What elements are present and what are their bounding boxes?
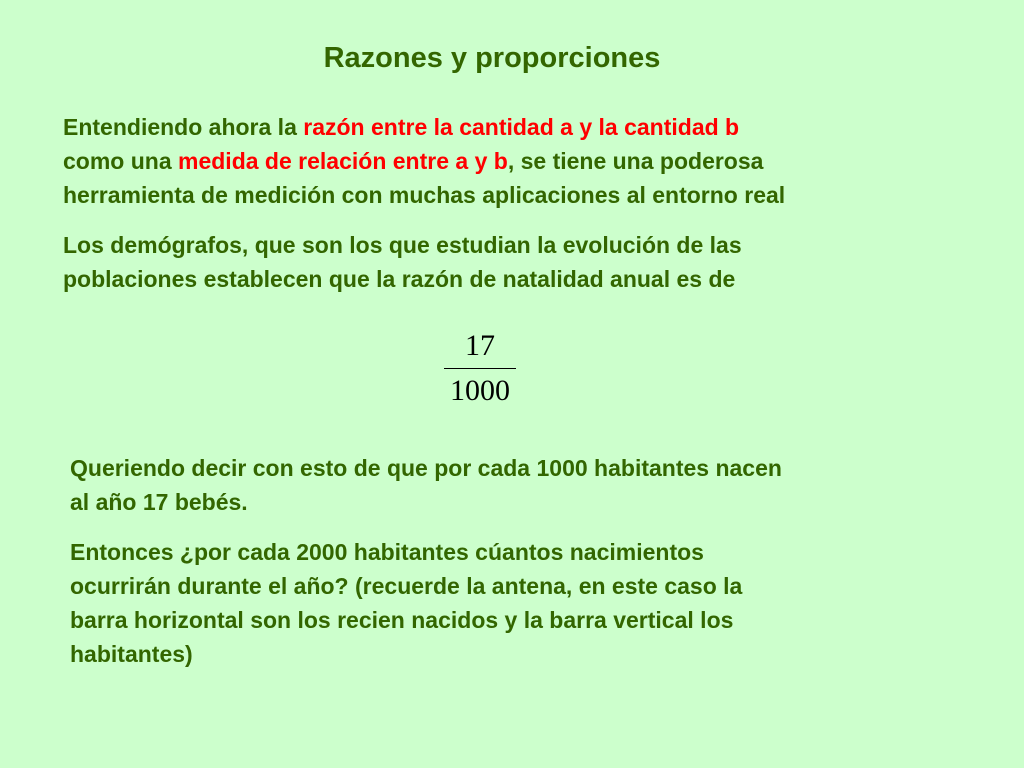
paragraph-question	[70, 535, 742, 671]
paragraph-line: ocurrirán durante el año? (recuerde la antena, en este caso la	[70, 573, 743, 599]
highlighted-text: medida de relación entre a y b	[178, 148, 508, 174]
paragraph-line: poblaciones establecen que la razón de natalidad anual es de	[63, 266, 736, 292]
paragraph-line: Entonces ¿por cada 2000 habitantes cúantos nacimientos	[70, 539, 704, 565]
fraction-numerator: 17	[465, 329, 495, 362]
birth-rate-fraction	[440, 328, 520, 409]
text-segment: , se tiene una poderosa	[507, 148, 764, 174]
paragraph-line: Queriendo decir con esto de que por cada 1000 habitantes nacen	[70, 455, 782, 481]
paragraph-line: habitantes)	[70, 641, 193, 667]
highlighted-text: razón entre la cantidad a y la cantidad b	[303, 114, 740, 140]
paragraph-line: al año 17 bebés.	[70, 489, 248, 515]
paragraph-ratio-definition	[63, 110, 785, 212]
paragraph-line: Los demógrafos, que son los que estudian la evolución de las	[63, 232, 742, 258]
paragraph-line	[63, 110, 785, 144]
slide-title: Razones y proporciones	[323, 42, 661, 74]
paragraph-line: barra horizontal son los recien nacidos y la barra vertical los	[70, 607, 734, 633]
fraction-bar	[444, 368, 516, 369]
paragraph-line: herramienta de medición con muchas aplicaciones al entorno real	[63, 182, 786, 208]
paragraph-line	[63, 144, 785, 178]
paragraph-meaning	[70, 451, 782, 519]
fraction-denominator: 1000	[450, 374, 510, 407]
paragraph-demographers	[63, 228, 742, 296]
text-segment: como una	[63, 148, 179, 174]
text-segment: Entendiendo ahora la	[63, 114, 304, 140]
